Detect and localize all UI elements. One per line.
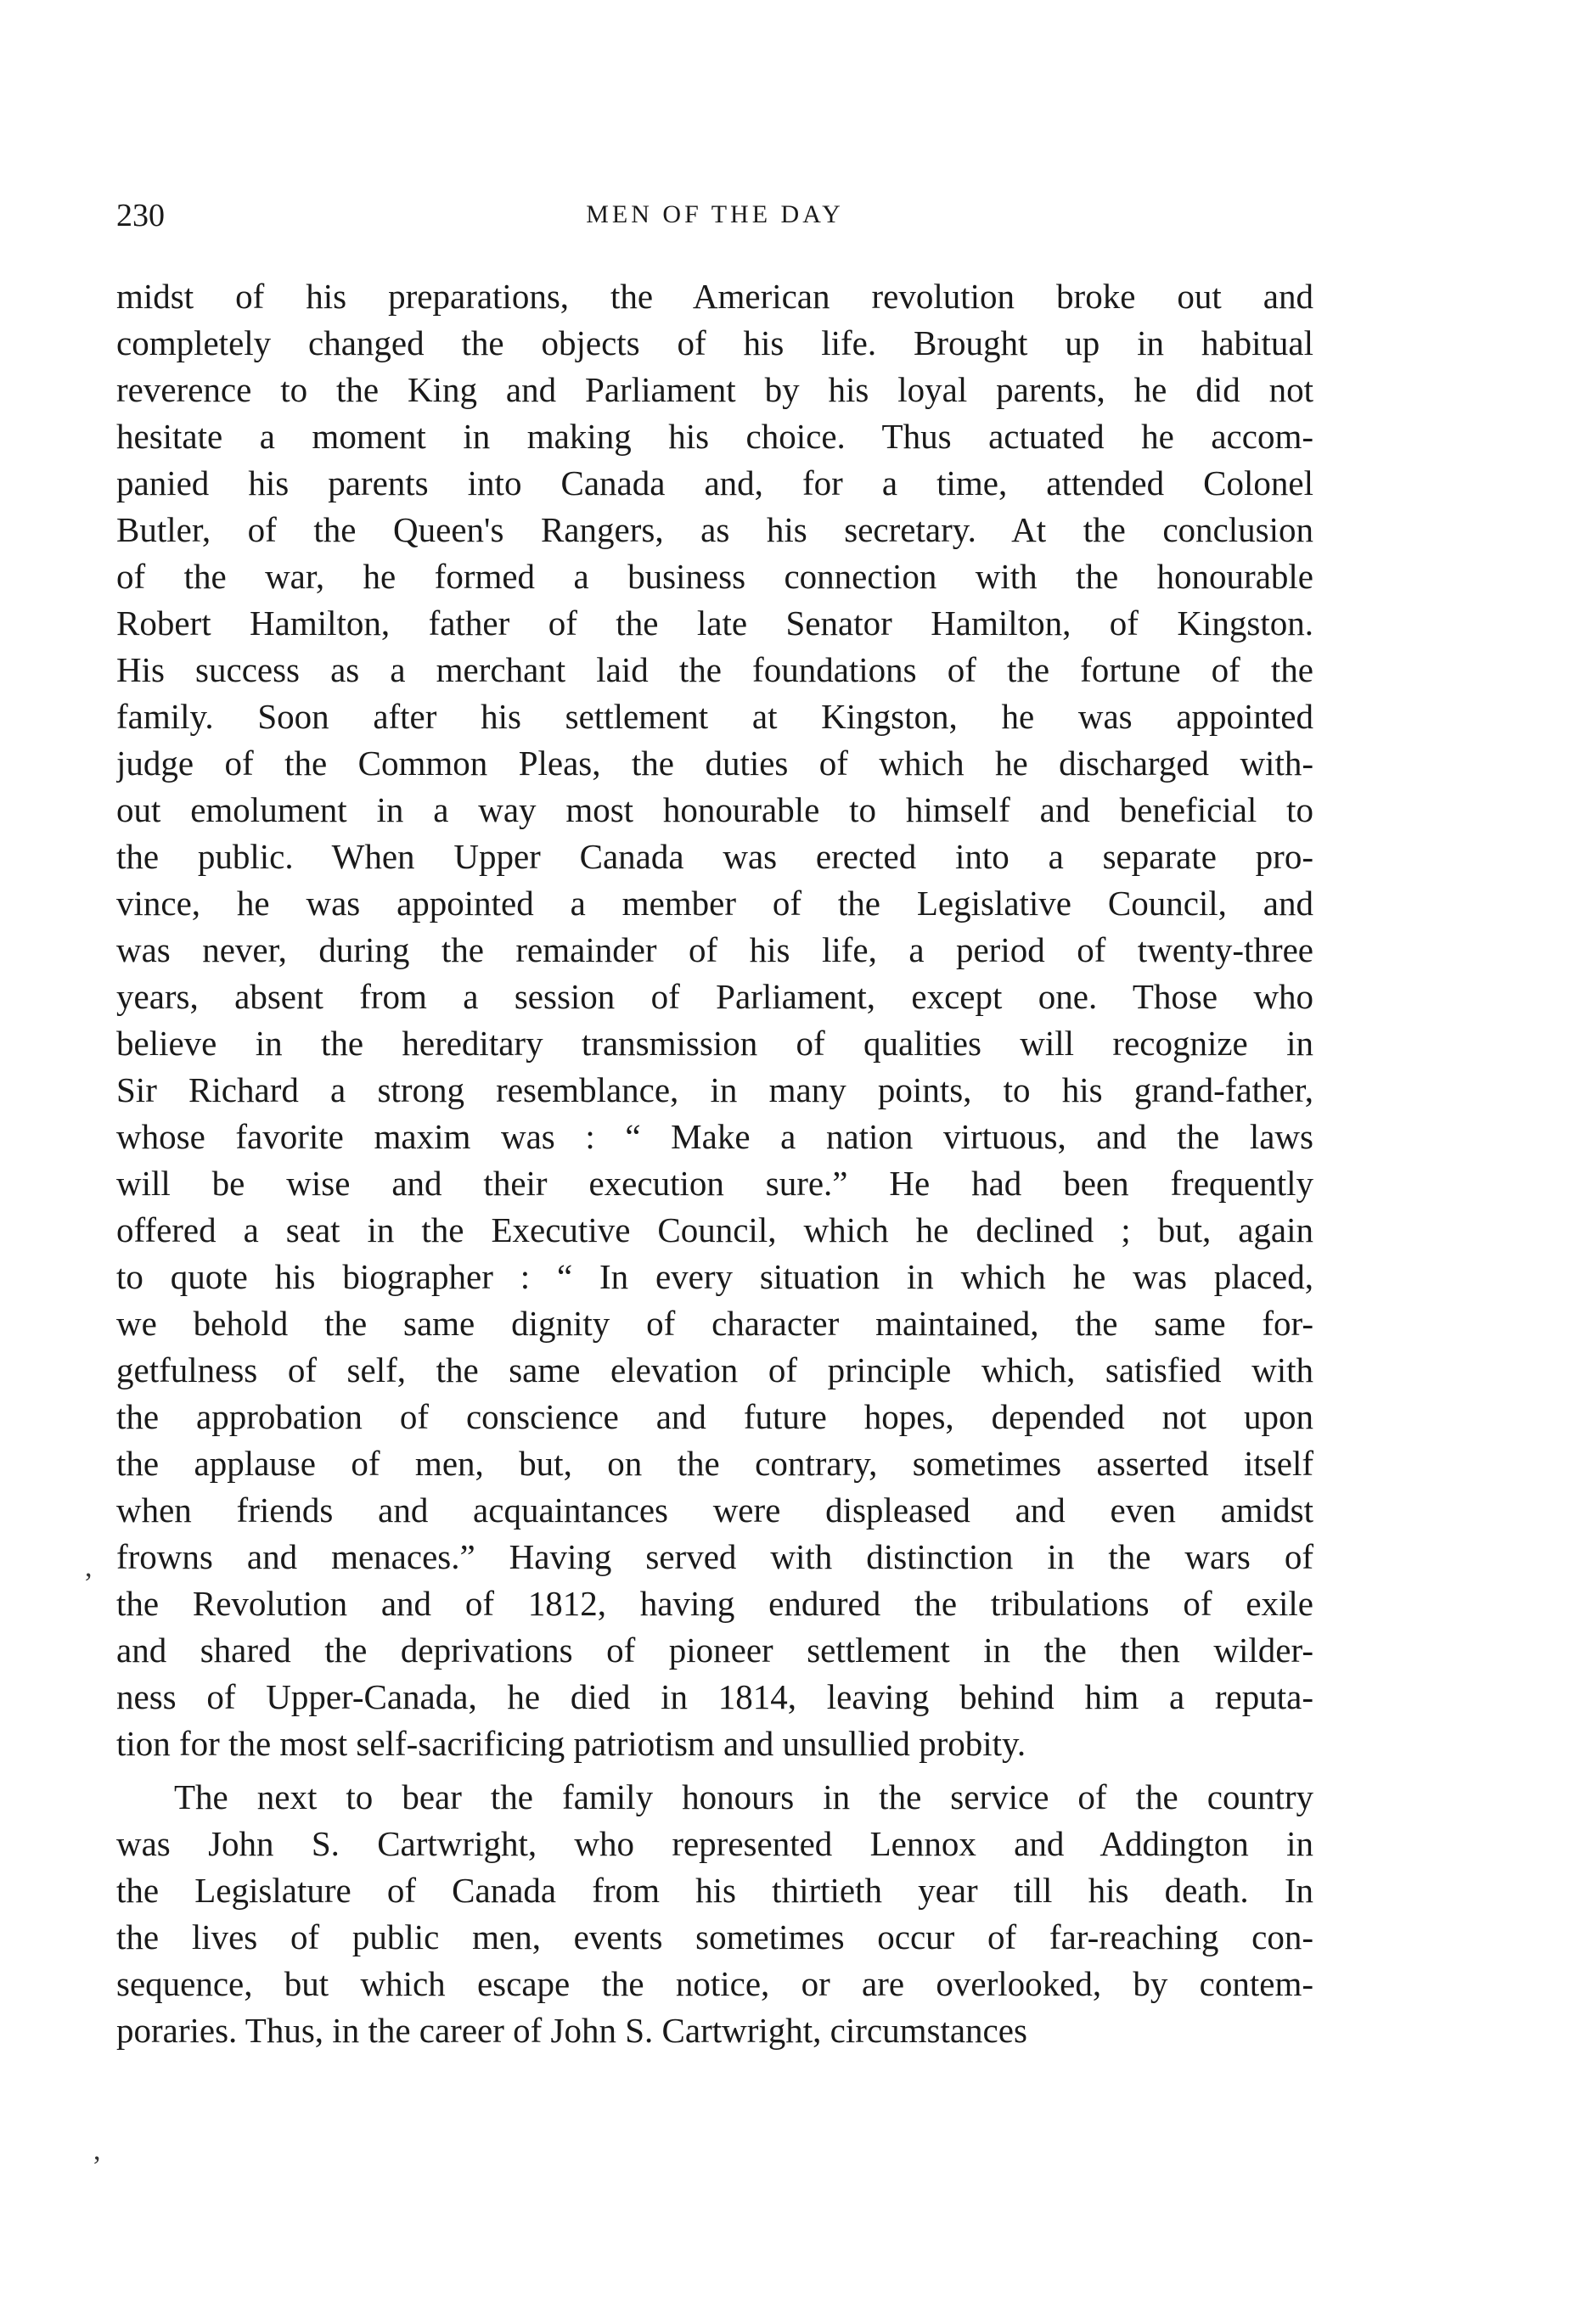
text-line: hesitate a moment in making his choice. Thus actuated he accom- — [116, 417, 1313, 456]
text-line: midst of his preparations, the American revolution broke out and — [116, 277, 1313, 316]
text-line: reverence to the King and Parliament by his loyal parents, he did not — [116, 370, 1313, 409]
text-line: judge of the Common Pleas, the duties of which he discharged with- — [116, 744, 1313, 783]
text-line: poraries. Thus, in the career of John S. Cartwright, circumstances — [116, 2011, 1027, 2050]
text-line: frowns and menaces.” Having served with distinction in the wars of — [116, 1537, 1313, 1576]
text-line: we behold the same dignity of character maintained, the same for- — [116, 1304, 1313, 1343]
text-line: His success as a merchant laid the foundations of the fortune of the — [116, 650, 1313, 689]
paragraph-gap — [116, 1767, 1313, 1774]
text-line: the lives of public men, events sometimes occur of far-reaching con- — [116, 1917, 1313, 1956]
margin-mark: , — [85, 1552, 93, 1583]
text-line: offered a seat in the Executive Council, which he declined ; but, again — [116, 1210, 1313, 1249]
text-line: whose favorite maxim was : “ Make a nation virtuous, and the laws — [116, 1117, 1313, 1156]
text-line: Butler, of the Queen's Rangers, as his secretary. At the conclusion — [116, 510, 1313, 549]
text-line: believe in the hereditary transmission of qualities will recognize in — [116, 1024, 1313, 1063]
text-line: the public. When Upper Canada was erected into a separate pro- — [116, 837, 1313, 876]
body-text — [116, 273, 1313, 2054]
page-number: 230 — [116, 198, 165, 233]
margin-mark: , — [93, 2135, 101, 2166]
text-line: and shared the deprivations of pioneer settlement in the then wilder- — [116, 1631, 1313, 1670]
text-line: years, absent from a session of Parliament, except one. Those who — [116, 977, 1313, 1016]
text-line: was never, during the remainder of his life, a period of twenty-three — [116, 930, 1313, 969]
text-line: the approbation of conscience and future hopes, depended not upon — [116, 1397, 1313, 1436]
paragraph — [116, 273, 1313, 1767]
text-line: Robert Hamilton, father of the late Senator Hamilton, of Kingston. — [116, 603, 1313, 643]
text-line: getfulness of self, the same elevation of principle which, satisfied with — [116, 1350, 1313, 1389]
text-line: was John S. Cartwright, who represented Lennox and Addington in — [116, 1824, 1313, 1863]
text-line: tion for the most self-sacrificing patriotism and unsullied probity. — [116, 1724, 1026, 1763]
text-line: will be wise and their execution sure.” He had been frequently — [116, 1164, 1313, 1203]
paragraph — [116, 1774, 1313, 2054]
text-line: sequence, but which escape the notice, or are overlooked, by contem- — [116, 1964, 1313, 2003]
text-line: ness of Upper-Canada, he died in 1814, leaving behind him a reputa- — [116, 1677, 1313, 1716]
text-line: vince, he was appointed a member of the Legislative Council, and — [116, 884, 1313, 923]
running-title: MEN OF THE DAY — [586, 200, 844, 228]
text-line: to quote his biographer : “ In every situation in which he was placed, — [116, 1257, 1313, 1296]
text-line: out emolument in a way most honourable to himself and beneficial to — [116, 790, 1313, 829]
text-line: the applause of men, but, on the contrary, sometimes asserted itself — [116, 1444, 1313, 1483]
running-head — [116, 197, 1313, 239]
text-line: completely changed the objects of his life. Brought up in habitual — [116, 323, 1313, 362]
text-line: the Revolution and of 1812, having endured the tribulations of exile — [116, 1584, 1313, 1623]
text-line: The next to bear the family honours in the service of the country — [174, 1777, 1313, 1816]
text-line: the Legislature of Canada from his thirtieth year till his death. In — [116, 1871, 1313, 1910]
text-line: family. Soon after his settlement at Kingston, he was appointed — [116, 697, 1313, 736]
text-line: when friends and acquaintances were displeased and even amidst — [116, 1490, 1313, 1530]
text-line: panied his parents into Canada and, for a time, attended Colonel — [116, 463, 1313, 502]
text-line: of the war, he formed a business connection with the honourable — [116, 557, 1313, 596]
text-line: Sir Richard a strong resemblance, in many points, to his grand-father, — [116, 1070, 1313, 1109]
